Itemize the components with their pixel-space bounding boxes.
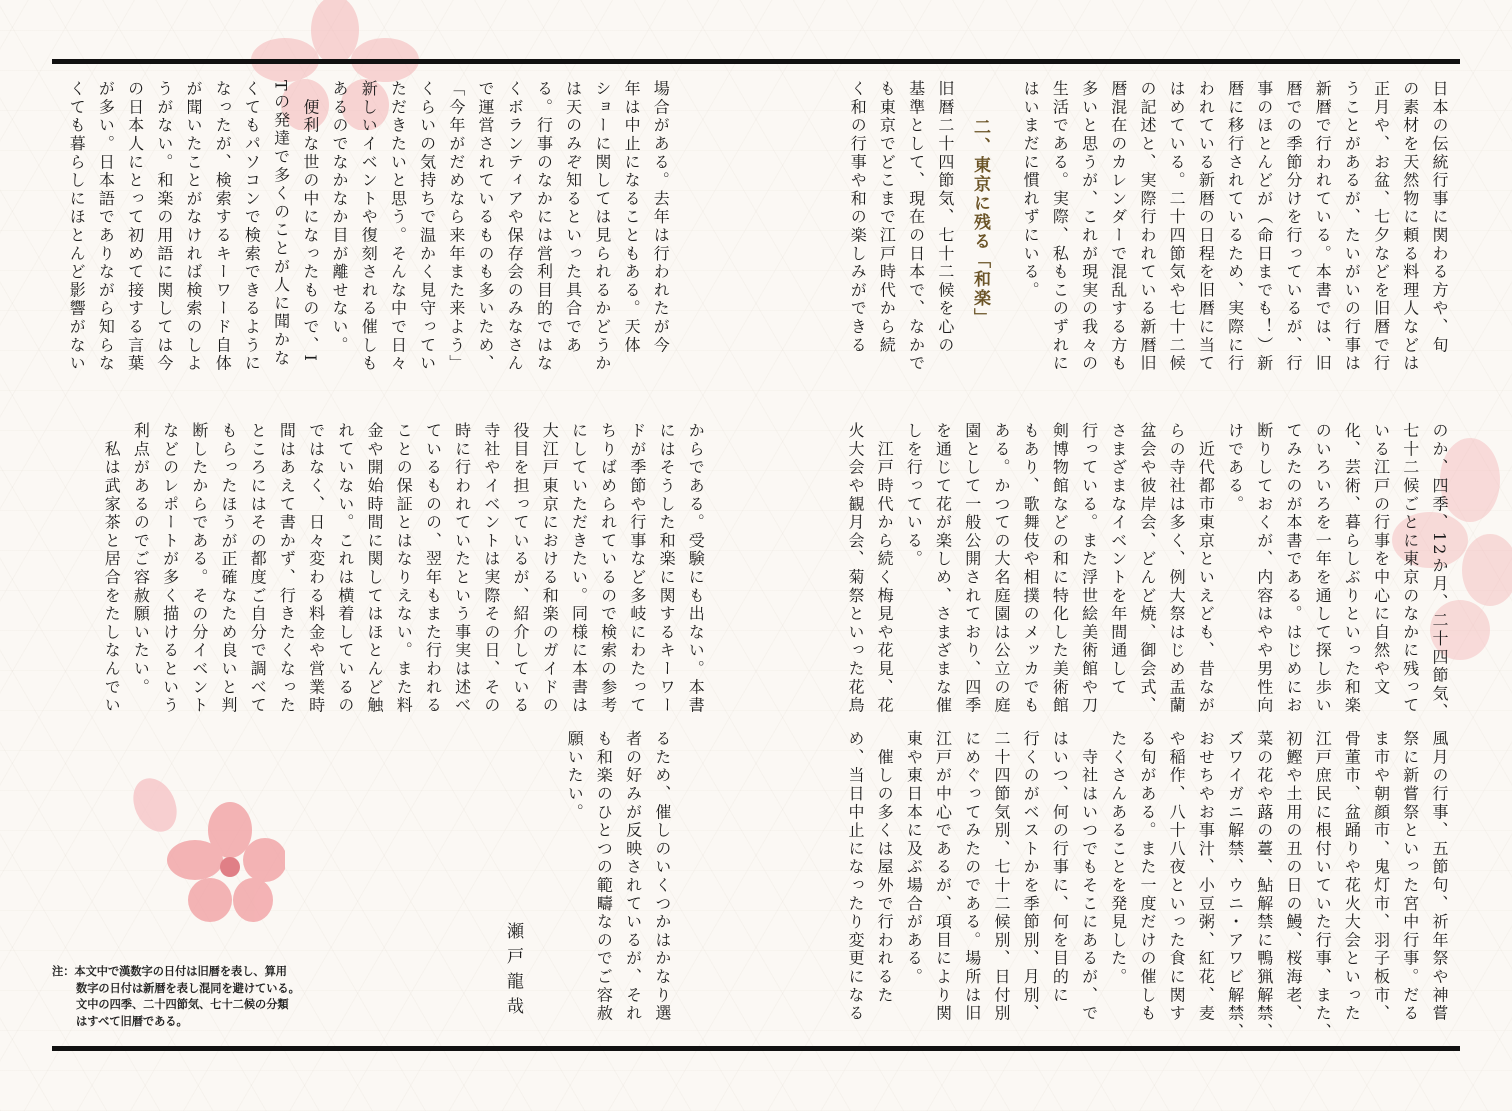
footnote-line: はすべて旧暦である。 [76,1014,188,1028]
section-heading [968,118,993,348]
footnote-line: 文中の四季、二十四節気、七十二候の分類 [76,998,289,1011]
intro-text-block-3: 風月の行事、五節句、祈年祭や神嘗 祭に新嘗祭といった宮中行事。だる ま市や朝顔市、鬼灯市、羽子板市、 骨董市、盆踊りや花火大会といった 江戸庶民に根付いていた行事、また、 初鰹や土用の丑の日の鰻、桜海老、 菜の花や蕗の薹、鮎解禁に鴨猟解禁、 ズワイガニ解禁、ウニ・アワビ解禁、 おせちやお事汁、小豆粥、紅花、麦 や稲作、八十八夜といった食に関す る旬がある。また一度だけの催しも たくさんあることを発見した。 寺社はいつでもそこにあるが、で はいつ、何の行事に、何を目的に 行くのがベストかを季節別、月別、 二十四節気別、七十二候別、日付別 にめぐってみたのである。場所は旧 江戸が中心であるが、項目により関 東や東日本に及ぶ場合がある。 催しの多くは屋外で行われるた め、当日中止になったり変更になる [845,730,1449,1042]
intro-text-block-1b: 旧暦二十四節気、七十二候を心の 基準として、現在の日本で、なかで も東京でどこまで江戸時代から続 く和の行事や和の楽しみができる [848,80,955,373]
intro-text-block-4: 場合がある。去年は行われたが今 年は中止になることもある。天体 ショーに関しては見られるかどうか は天のみぞ知るといった具合であ る。行事のなかには営利目的ではな くボランティアや保存会のみなさん で運営されているものも多いため、 「今年がだめなら来年また来よう」 くらいの気持ちで温かく見守ってい ただきたいと思う。そんな中で日々 新しいイベントや復刻される催しも あるのでなかなか目が離せない。 便利な世の中になったもので、I Tの発達で多くのことが人に聞かな くてもパソコンで検索できるように なったが、検索するキーワード自体 が聞いたことがなければ検索のしよ うがない。和楽の用語に関しては今 の日本人にとって初めて接する言葉 が多い。日本語でありながら知らな くても暮らしにほとんど影響がない [67,80,671,373]
section-heading-text: 二、東京に残る「和楽」 [970,118,990,327]
intro-text-block-6: るため、催しのいくつかはかなり選 者の好みが反映されているが、それ も和楽のひとつの範疇なのでご容赦 願いたい。 [565,730,672,1023]
intro-text-block-5: からである。受験にも出ない。本書 にはそうした和楽に関するキーワー ドが季節や行事など多岐にわたって ちりばめられているので検索の参考 にしていただきたい。同様に本書は 大江戸東京における和楽のガイドの 役目を担っているが、紹介している 寺社やイベントは実際その日、その 時に行われていたという事実は述べ ているものの、翌年もまた行われる ことの保証とはなりえない。また料 金や開始時間に関してはほとんど触 れていない。これは横着しているの ではなく、日々変わる料金や営業時 間はあえて書かず、行きたくなった ところにはその都度ご自分で調べて もらったほうが正確なため良いと判 断したからである。その分イベント などのレポートが多く描けるという 利点があるのでご容赦願いたい。 私は武家茶と居合をたしなんでい [102,422,706,715]
footnote-line: 注：本文中で漢数字の日付は旧暦を表し、算用 [52,965,287,978]
intro-text-block-1: 日本の伝統行事に関わる方や、旬 の素材を天然物に頼る料理人などは 正月や、お盆、七夕などを旧暦で行 うことがあるが、たいがいの行事は 新暦で行われている。本書では、旧 暦での季節分けを行っているが、行 事のほとんどが（命日までも！）新 暦に移行されているため、実際に行 われている新暦の日程を旧暦に当て はめている。二十四節気や七十二候 の記述と、実際行われている新暦旧 暦混在のカレンダーで混乱する方も 多いと思うが、これが現実の我々の 生活である。実際、私もこのずれに はいまだに慣れずにいる。 [1021,80,1449,373]
author-name: 瀬戸龍哉 [503,922,523,1022]
footnote-line: 数字の日付は新暦を表し混同を避けている。 [76,981,300,995]
intro-text-block-2: のか、四季、12か月、二十四節気、 七十二候ごとに東京のなかに残って いる江戸の行事を中心に自然や文 化、芸術、暮らしぶりといった和楽 のいろいろを一年を通して探し歩い てみたのが本書である。はじめにお 断りしておくが、内容はやや男性向 けである。 近代都市東京といえども、昔なが らの寺社は多く、例大祭はじめ盂蘭 盆会や彼岸会、どんど焼、御会式、 さまざまなイベントを年間通して 行っている。また浮世絵美術館や刀 剣博物館などの和に特化した美術館 もあり、歌舞伎や相撲のメッカでも ある。かつての大名庭園は公立の庭 園として一般公開されており、四季 を通じて花が楽しめ、さまざまな催 しを行っている。 江戸時代から続く梅見や花見、花 火大会や観月会、菊祭といった花鳥 [845,422,1449,722]
top-rule [52,59,1460,64]
bottom-rule [52,1046,1460,1051]
footnote [52,964,322,1030]
cherry-blossom-left-icon [115,775,285,925]
